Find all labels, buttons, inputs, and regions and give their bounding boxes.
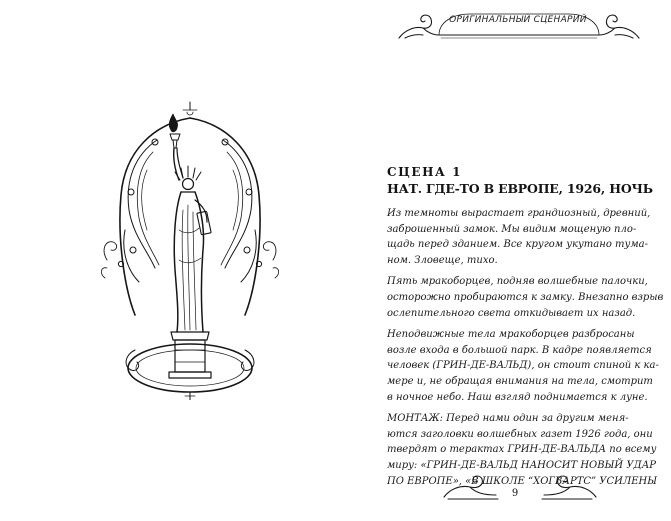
paragraph bbox=[387, 274, 664, 321]
text-line: Пять мракоборцев, подняв волшебные палочки, bbox=[387, 276, 648, 288]
text-line: ются заголовки волшебных газет 1926 года, они bbox=[387, 428, 653, 440]
text-line: в ночное небо. Наш взгляд поднимается к луне. bbox=[387, 391, 648, 403]
screenplay-body bbox=[387, 206, 664, 489]
page-number: 9 bbox=[511, 488, 519, 499]
text-line: возле входа в большой парк. В кадре появляется bbox=[387, 344, 652, 356]
text-line: твердят о терактах ГРИН-ДЕ-ВАЛЬДА по всему bbox=[387, 444, 657, 456]
text-line: ПО ЕВРОПЕ», «В ШКОЛЕ “ХОГВАРТС” УСИЛЕНЫ bbox=[387, 475, 658, 487]
scene-number: СЦЕНА 1 bbox=[387, 165, 463, 179]
text-line: миру: «ГРИН-ДЕ-ВАЛЬД НАНОСИТ НОВЫЙ УДАР bbox=[387, 459, 656, 471]
text-line: ном. Зловеще, тихо. bbox=[387, 254, 498, 266]
text-line: МОНТАЖ: Перед нами один за другим меня- bbox=[387, 413, 629, 425]
text-line: человек (ГРИН-ДЕ-ВАЛЬД), он стоит спиной к ка- bbox=[387, 360, 659, 372]
text-line: осторожно пробираются к замку. Внезапно взрыв bbox=[387, 291, 664, 303]
statue-of-liberty-illustration-icon bbox=[95, 100, 285, 400]
text-line: Неподвижные тела мракоборцев разбросаны bbox=[387, 329, 635, 341]
header-swan-ornament-icon bbox=[393, 8, 645, 48]
scene-heading: НАТ. ГДЕ-ТО В ЕВРОПЕ, 1926, НОЧЬ bbox=[387, 181, 653, 196]
text-line: ослепительного света откидывает их назад. bbox=[387, 307, 636, 319]
text-line: щадь перед зданием. Все кругом укутано тума- bbox=[387, 239, 648, 251]
running-title: ОРИГИНАЛЬНЫЙ СЦЕНАРИЙ bbox=[449, 15, 587, 25]
paragraph bbox=[387, 327, 659, 405]
text-line: заброшенный замок. Мы видим мощеную пло- bbox=[387, 223, 637, 235]
paragraph bbox=[387, 206, 651, 268]
text-line: мере и, не обращая внимания на тела, смотрит bbox=[387, 375, 653, 387]
text-line: Из темноты вырастает грандиозный, древний, bbox=[387, 208, 651, 219]
